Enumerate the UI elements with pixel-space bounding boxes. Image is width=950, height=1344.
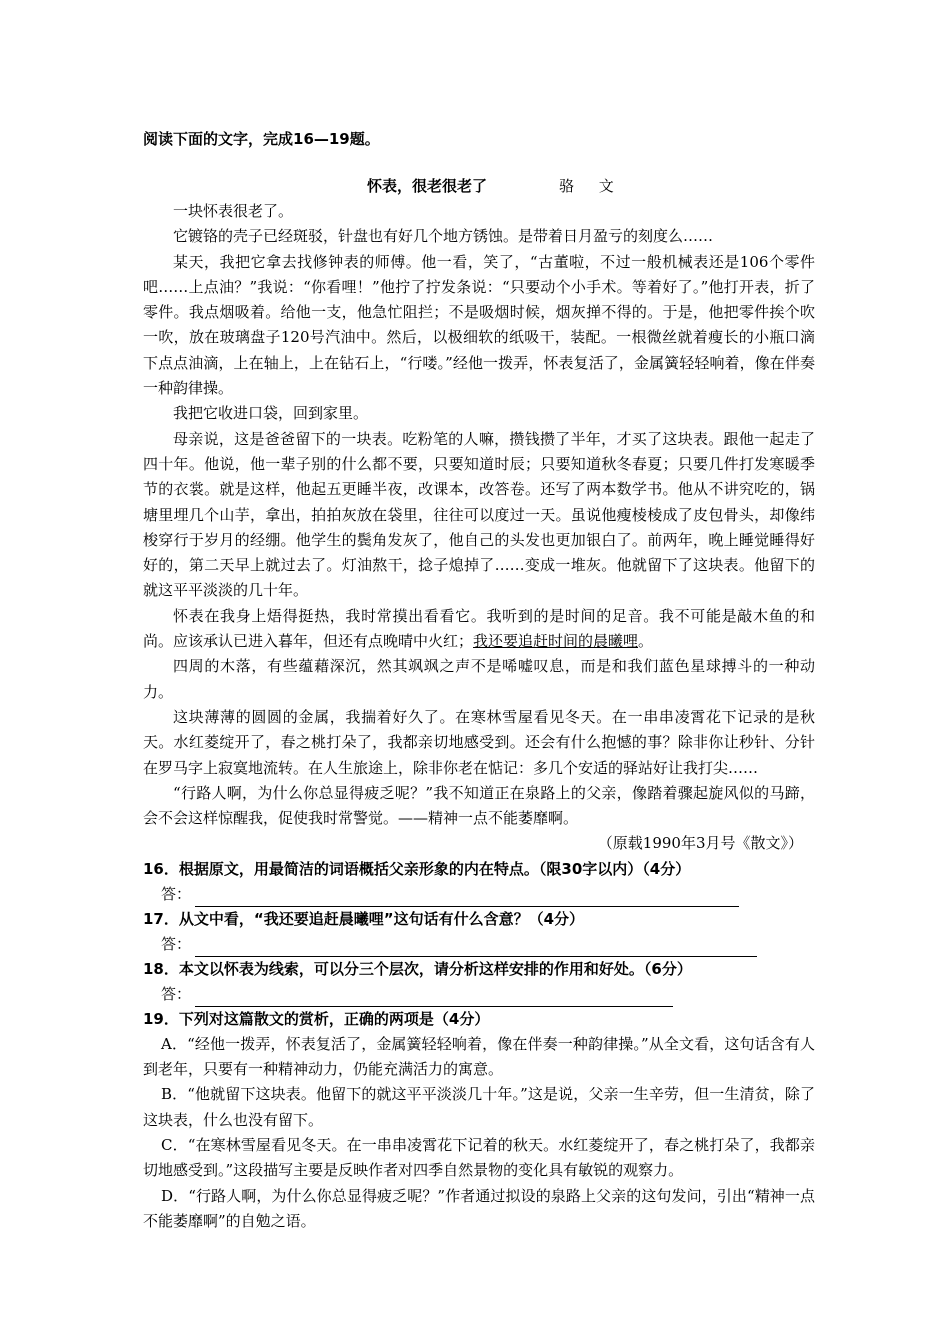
paragraph: 这块薄薄的圆圆的金属，我揣着好久了。在寒林雪屋看见冬天。在一串串凌霄花下记录的是秋天。水红菱绽开了，春之桃打朵了，我都亲切地感受到。还会有什么抱憾的事？除非你让秒针、分针在罗马字上寂寞地流转。在人生旅途上，除非你老在惦记：多几个安适的驿站好让我打尖…… <box>143 707 815 777</box>
answer-16 <box>161 882 815 907</box>
paragraph-text: 怀表在我身上焐得挺热，我时常摸出看看它。我听到的是时间的足音。我不可能是敲木鱼的和尚。应该承认已进入暮年，但还有点晚晴中火红； <box>143 606 815 651</box>
question-18: 18．本文以怀表为线索，可以分三个层次，请分析这样安排的作用和好处。（6分） <box>143 959 692 978</box>
article-header <box>143 151 815 195</box>
question-16: 16．根据原文，用最简洁的词语概括父亲形象的内在特点。（限30字以内）（4分） <box>143 859 691 878</box>
answer-line[interactable] <box>195 992 673 1007</box>
paragraph: “行路人啊，为什么你总显得疲乏呢？”我不知道正在泉路上的父亲，像踏着骤起旋风似的马蹄，会不会这样惊醒我，促使我时常警觉。——精神一点不能萎靡啊。 <box>143 783 815 828</box>
answer-label: 答： <box>161 934 192 953</box>
questions-section <box>143 857 815 1234</box>
answer-line[interactable] <box>195 942 757 957</box>
question-17: 17．从文中看，“我还要追赶晨曦哩”这句话有什么含意？（4分） <box>143 909 585 928</box>
article-title: 怀表，很老很老了 <box>367 177 488 195</box>
answer-label: 答： <box>161 884 192 903</box>
question-19: 19．下列对这篇散文的赏析，正确的两项是（4分） <box>143 1009 490 1028</box>
article-source: （原载1990年3月号《散文》） <box>597 834 803 853</box>
article-body <box>143 199 815 857</box>
paragraph: 四周的木落，有些蕴藉深沉，然其飒飒之声不是唏嘘叹息，而是和我们蓝色星球搏斗的一种动力。 <box>143 657 815 701</box>
answer-18 <box>161 982 815 1007</box>
paragraph: 某天，我把它拿去找修钟表的师傅。他一看，笑了，“古董啦，不过一般机械表还是106个零件吧……上点油？”我说：“你看哩！”他拧了拧发条说：“只要动个小手术。等着好了。”他打开表，折了零件。我点烟吸着。给他一支，他急忙阻拦；不是吸烟时候，烟灰掸不得的。于是，他把零件挨个吹一吹，放在玻璃盘子120号汽油中。然后，以极细软的纸吸干，装配。一根微丝就着瘦长的小瓶口滴下点点油滴，上在轴上，上在钻石上，“行喽。”经他一拨弄，怀表复活了，金属簧轻轻响着，像在伴奏一种韵律操。 <box>143 252 815 398</box>
option-c: C．“在寒林雪屋看见冬天。在一串串凌霄花下记着的秋天。水红菱绽开了，春之桃打朵了，我都亲切地感受到。”这段描写主要是反映作者对四季自然景物的变化具有敏锐的观察力。 <box>143 1135 815 1180</box>
paragraph-with-underline <box>143 604 815 655</box>
paragraph: 一块怀表很老了。 <box>173 202 294 220</box>
paragraph: 我把它收进口袋，回到家里。 <box>173 404 369 423</box>
underlined-sentence: 我还要追赶时间的晨曦哩 <box>473 632 639 651</box>
option-b: B．“他就留下这块表。他留下的就这平平淡淡几十年。”这是说，父亲一生辛劳，但一生清贫，除了这块表，什么也没有留下。 <box>143 1085 815 1129</box>
paragraph: 它镀铬的壳子已经斑驳，针盘也有好几个地方锈蚀。是带着日月盈亏的刻度么…… <box>173 227 714 246</box>
paragraph-punct: 。 <box>638 632 654 651</box>
answer-17 <box>161 932 815 957</box>
paragraph: 母亲说，这是爸爸留下的一块表。吃粉笔的人嘛，攒钱攒了半年，才买了这块表。跟他一起走了四十年。他说，他一辈子别的什么都不要，只要知道时辰；只要知道秋冬春夏；只要几件打发寒暖季节的衣裳。就是这样，他起五更睡半夜，改课本，改答卷。还写了两本数学书。他从不讲究吃的，锅塘里埋几个山芋，拿出，拍拍灰放在袋里，往往可以度过一天。虽说他瘦棱棱成了皮包骨头，却像纬梭穿行于岁月的经绷。他学生的鬓角发灰了，他自己的头发也更加银白了。前两年，晚上睡觉睡得好好的，第二天早上就过去了。灯油熬干，捻子熄掉了……变成一堆灰。他就留下了这块表。他留下的就这平平淡淡的几十年。 <box>143 429 815 600</box>
document-page <box>143 127 815 1234</box>
answer-line[interactable] <box>195 892 739 907</box>
option-a: A．“经他一拨弄，怀表复活了，金属簧轻轻响着，像在伴奏一种韵律操。”从全文看，这句话含有人到老年，只要有一种精神动力，仍能充满活力的寓意。 <box>143 1034 815 1079</box>
reading-instruction: 阅读下面的文字，完成16—19题。 <box>143 130 380 148</box>
answer-label: 答： <box>161 984 192 1003</box>
article-author: 骆 文 <box>559 177 624 195</box>
option-d: D．“行路人啊，为什么你总显得疲乏呢？”作者通过拟设的泉路上父亲的这句发问，引出“精神一点不能萎靡啊”的自勉之语。 <box>143 1186 815 1230</box>
